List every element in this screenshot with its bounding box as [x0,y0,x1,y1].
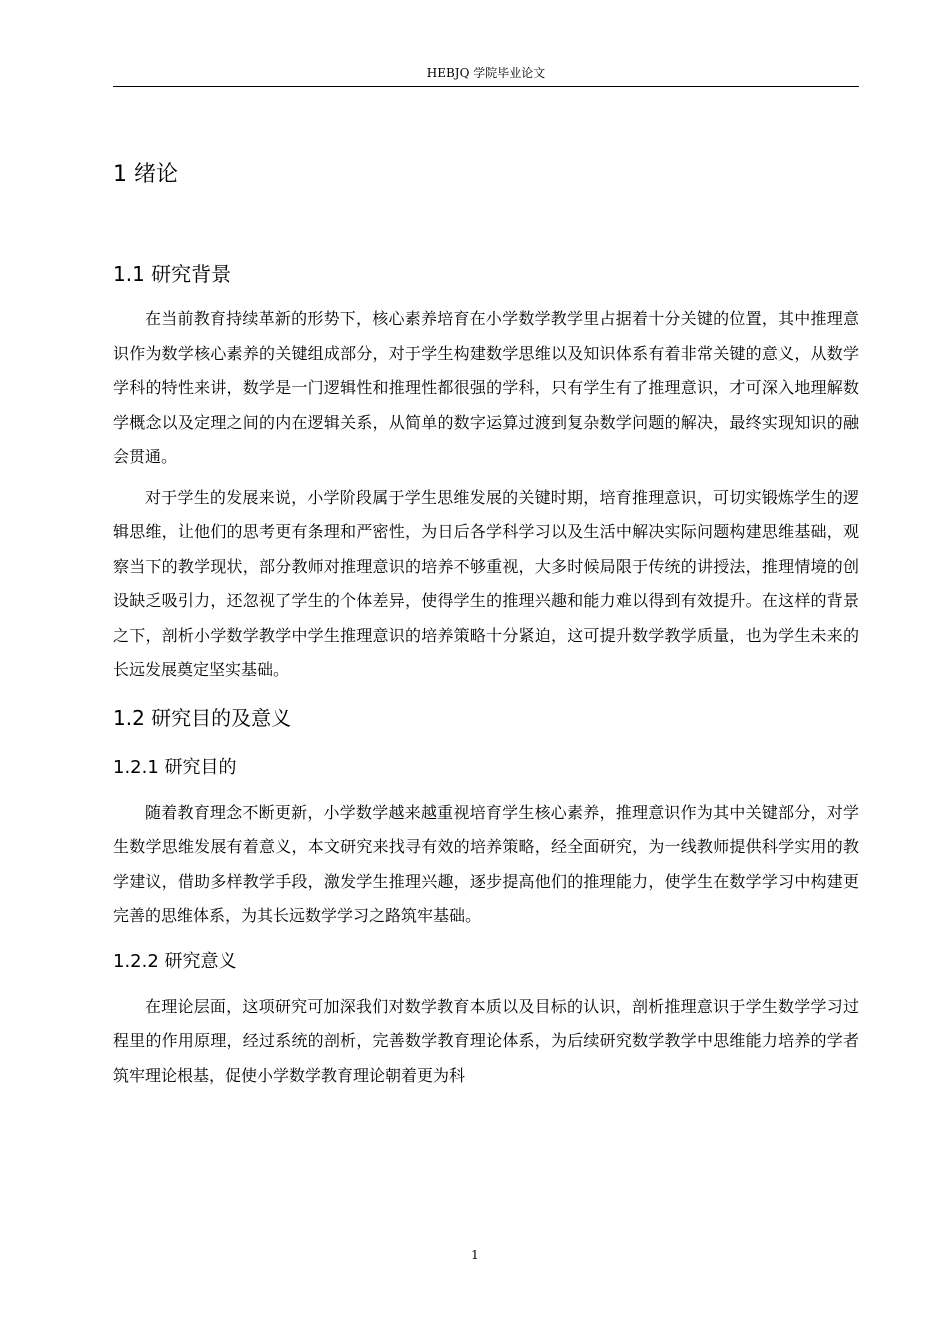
subsection-title-1-2-2: 1.2.2 研究意义 [113,950,237,972]
page-header [113,64,859,87]
chapter-title: 1 绪论 [113,162,178,187]
page-number: 1 [471,1248,479,1262]
header-title: HEBJQ 学院毕业论文 [426,66,546,80]
document-body [113,150,859,1099]
subsection-title-1-2-1: 1.2.1 研究目的 [113,756,237,778]
paragraph: 在当前教育持续革新的形势下，核心素养培育在小学数学教学里占据着十分关键的位置，其中推理意识作为数学核心素养的关键组成部分，对于学生构建数学思维以及知识体系有着非常关键的意义，从数学学科的特性来讲，数学是一门逻辑性和推理性都很强的学科，只有学生有了推理意识，才可深入地理解数学概念以及定理之间的内在逻辑关系，从简单的数字运算过渡到复杂数学问题的解决，最终实现知识的融会贯通。 [113,309,859,466]
paragraph: 对于学生的发展来说，小学阶段属于学生思维发展的关键时期，培育推理意识，可切实锻炼学生的逻辑思维，让他们的思考更有条理和严密性，为日后各学科学习以及生活中解决实际问题构建思维基础，观察当下的教学现状，部分教师对推理意识的培养不够重视，大多时候局限于传统的讲授法，推理情境的创设缺乏吸引力，还忽视了学生的个体差异，使得学生的推理兴趣和能力难以得到有效提升。在这样的背景之下，剖析小学数学教学中学生推理意识的培养策略十分紧迫，这可提升数学教学质量，也为学生未来的长远发展奠定坚实基础。 [113,487,859,679]
section-title-1-1: 1.1 研究背景 [113,262,232,286]
section-title-1-2: 1.2 研究目的及意义 [113,705,292,730]
paragraph: 随着教育理念不断更新，小学数学越来越重视培育学生核心素养，推理意识作为其中关键部分，对学生数学思维发展有着意义，本文研究来找寻有效的培养策略，经全面研究，为一线教师提供科学实用的教学建议，借助多样教学手段，激发学生推理兴趣，逐步提高他们的推理能力，使学生在数学学习中构建更完善的思维体系，为其长远数学学习之路筑牢基础。 [113,802,859,925]
paragraph: 在理论层面，这项研究可加深我们对数学教育本质以及目标的认识，剖析推理意识于学生数学学习过程里的作用原理，经过系统的剖析，完善数学教育理论体系，为后续研究数学教学中思维能力培养的学者筑牢理论根基，促使小学数学教育理论朝着更为科 [113,996,859,1085]
